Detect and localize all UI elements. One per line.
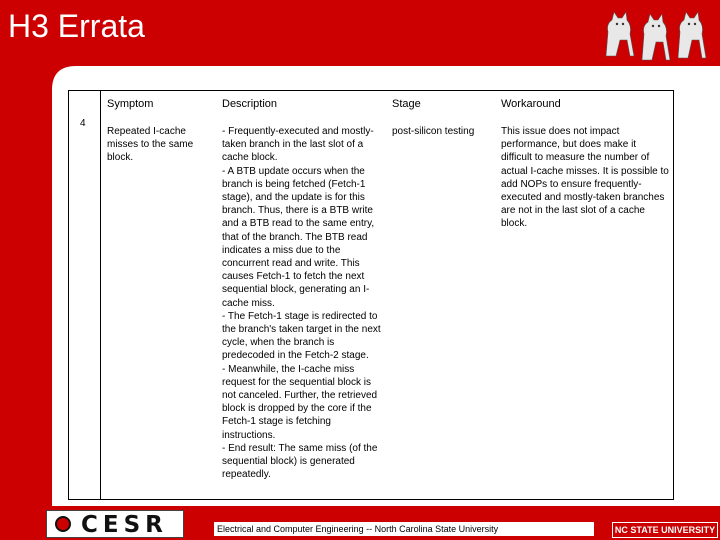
row-number: 4: [80, 118, 86, 129]
cesr-logo-text: CESR: [81, 512, 168, 538]
header-stage: Stage: [392, 98, 421, 110]
cell-stage: post-silicon testing: [392, 126, 475, 137]
ncsu-logo: NC STATE UNIVERSITY: [612, 522, 718, 538]
corner-curve: [52, 66, 76, 90]
cesr-logo-circle-icon: [55, 516, 71, 532]
cell-workaround: This issue does not impact performance, but does make it difficult to measure the number of actual I-cache misses. It is possible to add NOPs to ensure frequently-executed and mostly-taken branches are not in the last slot of a cache block.: [501, 126, 669, 230]
table-column-divider: [100, 91, 101, 499]
cesr-logo: [46, 510, 184, 538]
wolves-image: [600, 2, 718, 64]
header-description: Description: [222, 98, 278, 110]
header-workaround: Workaround: [501, 98, 561, 110]
cell-description: - Frequently-executed and mostly-taken branch in the last slot of a cache block. - A BTB update occurs when the branch is being fetched (Fetch-1 stage), and the update is for this branch. Thus, there is a BTB write and a BTB read to the same entry, that of the branch. The BTB read indicates a miss due to the concurrent read and write. This causes Fetch-1 to fetch the next sequential block, generating an I-cache miss. - The Fetch-1 stage is redirected to the branch's taken target in the next cycle, when the branch is predecoded in the Fetch-2 stage. - Meanwhile, the I-cache miss request for the sequential block is not canceled. Further, the retrieved block is dropped by the core if the Fetch-1 stage is fetching instructions. - End result: The same miss (of the sequential block) is generated repeatedly.: [222, 126, 381, 481]
errata-table: [68, 90, 674, 500]
footer-text: Electrical and Computer Engineering -- North Carolina State University: [214, 522, 594, 536]
cell-symptom: Repeated I-cache misses to the same block.: [107, 126, 194, 164]
header-symptom: Symptom: [107, 98, 154, 110]
slide-title: H3 Errata: [8, 8, 145, 44]
left-side-bar: [0, 66, 52, 506]
